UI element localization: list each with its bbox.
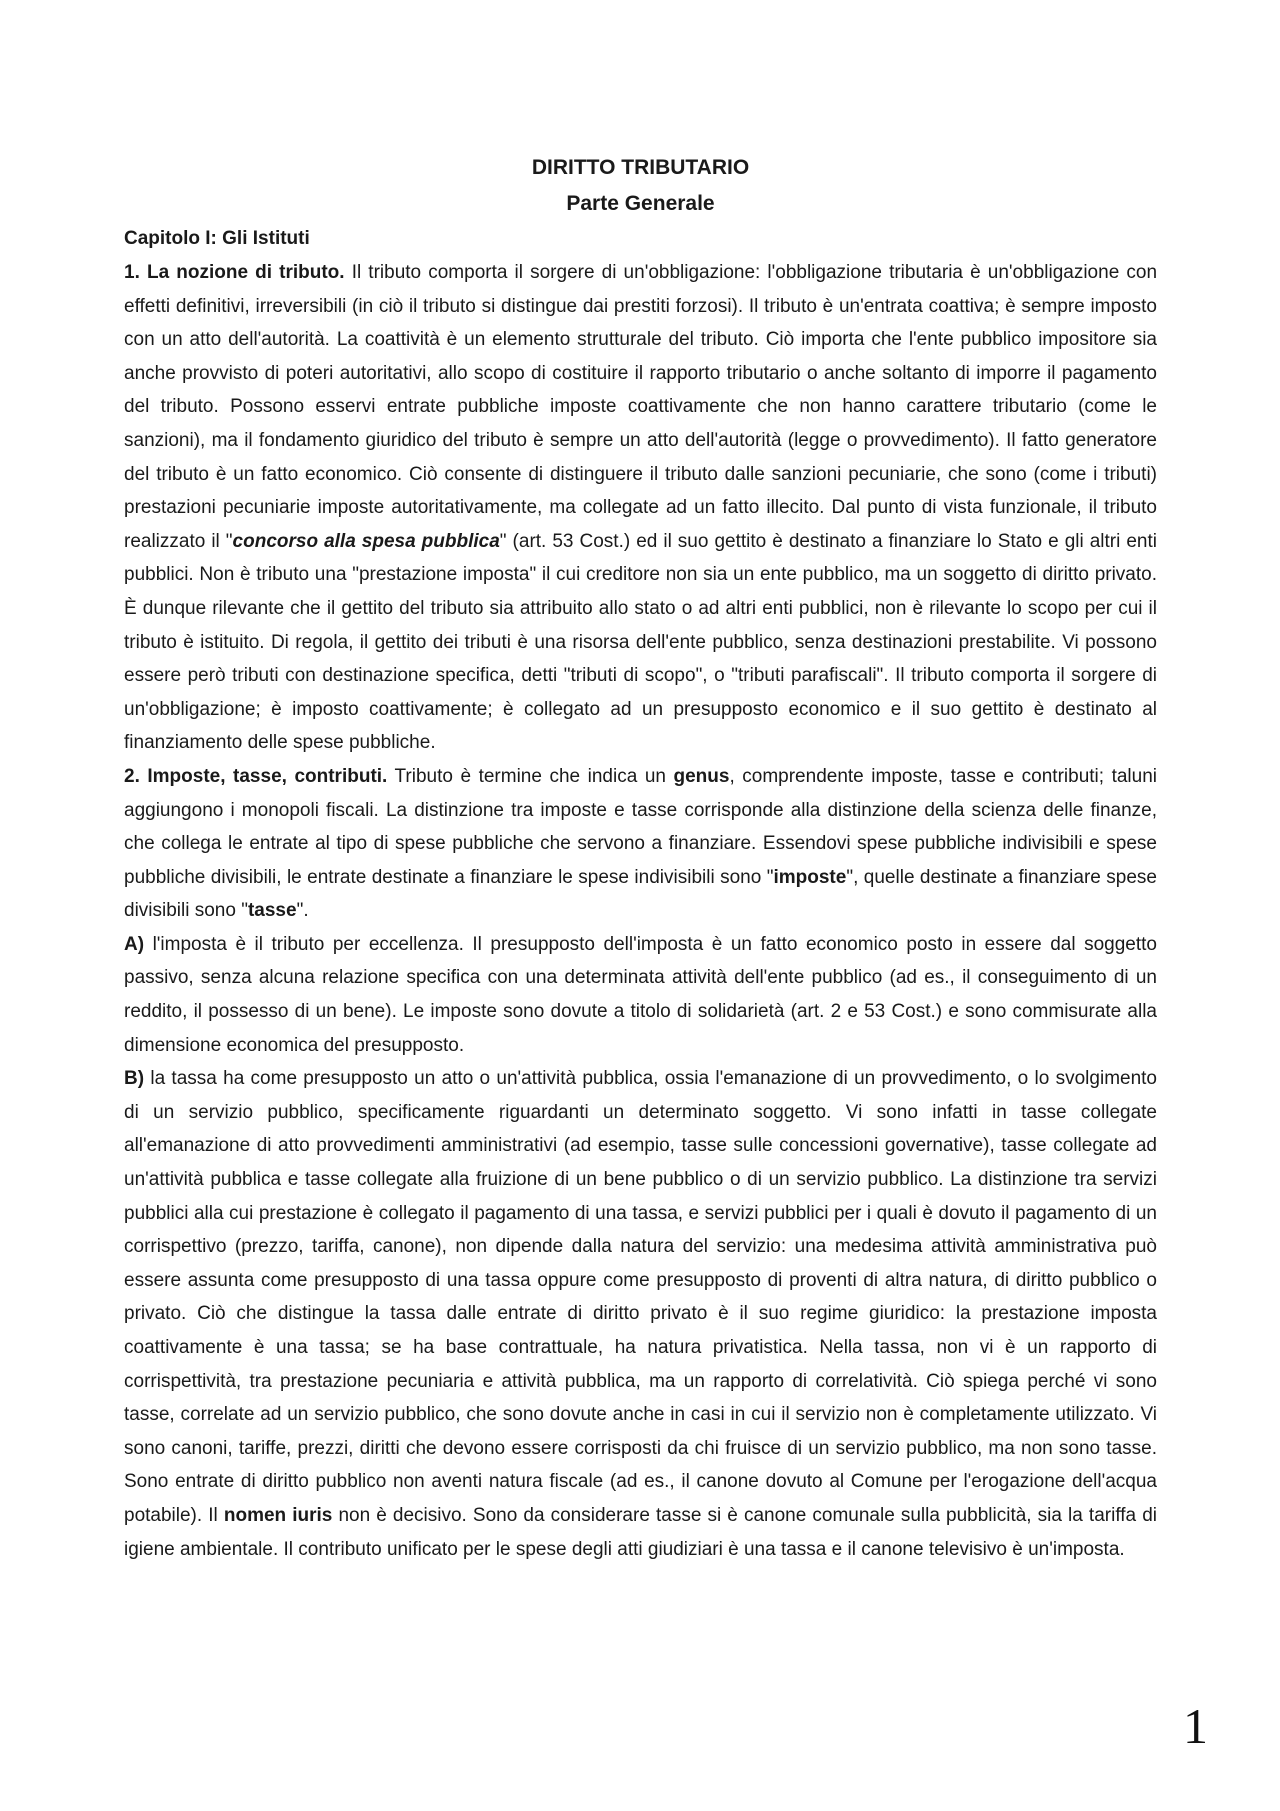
- section-2-text-d: ".: [296, 900, 309, 922]
- section-2-paragraph: [124, 760, 1157, 928]
- section-a-text: l'imposta è il tributo per eccellenza. Il presupposto dell'imposta è un fatto economico posto in essere dal soggetto passivo, senza alcuna relazione specifica con una determinata attività dell'ente pubblico (ad es., il conseguimento di un reddito, il possesso di un bene). Le imposte sono dovute a titolo di solidarietà (art. 2 e 53 Cost.) e sono commisurate alla dimensione economica del presupposto.: [124, 933, 1157, 1056]
- section-2-text-a: Tributo è termine che indica un: [387, 765, 674, 787]
- document-title: DIRITTO TRIBUTARIO: [531, 156, 750, 179]
- section-2-text-c: ", quelle destinate a finanziare spese divisibili sono ": [124, 866, 1157, 922]
- section-2-heading: 2. Imposte, tasse, contributi.: [124, 765, 388, 787]
- section-b-label: B): [124, 1068, 145, 1090]
- section-2-genus: genus: [673, 765, 730, 787]
- section-1-paragraph: [124, 256, 1157, 760]
- section-1-text-a: Il tributo comporta il sorgere di un'obbligazione: l'obbligazione tributaria è un'obbligazione con effetti definitivi, irreversibili (in ciò il tributo si distingue dai prestiti forzosi). Il tributo è un'entrata coattiva; è sempre imposto con un atto dell'autorità. La coattività è un elemento strutturale del tributo. Ciò importa che l'ente pubblico impositore sia anche provvisto di poteri autoritativi, allo scopo di costituire il rapporto tributario o anche soltanto di imporre il pagamento del tributo. Possono esservi entrate pubbliche imposte coattivamente che non hanno carattere tributario (come le sanzioni), ma il fondamento giuridico del tributo è sempre un atto dell'autorità (legge o provvedimento). Il fatto generatore del tributo è un fatto economico. Ciò consente di distinguere il tributo dalle sanzioni pecuniarie, che sono (come i tributi) prestazioni pecuniarie imposte autoritativamente, ma collegate ad un fatto illecito. Dal punto di vista funzionale, il tributo realizzato il ": [124, 262, 1158, 552]
- section-a-label: A): [124, 933, 145, 955]
- page-number: 1: [1183, 1698, 1208, 1754]
- section-b-nomen-iuris: nomen iuris: [223, 1504, 333, 1526]
- section-b-text-a: la tassa ha come presupposto un atto o un'attività pubblica, ossia l'emanazione di un provvedimento, o lo svolgimento di un servizio pubblico, specificamente riguardanti un determinato soggetto. Vi sono infatti in tasse collegate all'emanazione di atto provvedimenti amministrativi (ad esempio, tasse sulle concessioni governative), tasse collegate ad un'attività pubblica e tasse collegate alla fruizione di un bene pubblico o di un servizio pubblico. La distinzione tra servizi pubblici alla cui prestazione è collegato il pagamento di una tassa, e servizi pubblici per i quali è dovuto il pagamento di un corrispettivo (prezzo, tariffa, canone), non dipende dalla natura del servizio: una medesima attività amministrativa può essere assunta come presupposto di una tassa oppure come presupposto di proventi di altra natura, di diritto pubblico o privato. Ciò che distingue la tassa dalle entrate di diritto privato è il suo regime giuridico: la prestazione imposta coattivamente è una tassa; se ha base contrattuale, ha natura privatistica. Nella tassa, non vi è un rapporto di corrispettività, tra prestazione pecuniaria e attività pubblica, ma un rapporto di correlatività. Ciò spiega perché vi sono tasse, correlate ad un servizio pubblico, che sono dovute anche in casi in cui il servizio non è completamente utilizzato. Vi sono canoni, tariffe, prezzi, diritti che devono essere corrisposti da chi fruisce di un servizio pubblico, ma non sono tasse. Sono entrate di diritto pubblico non aventi natura fiscale (ad es., il canone dovuto al Comune per l'erogazione dell'acqua potabile). Il: [124, 1068, 1157, 1526]
- document-subtitle: Parte Generale: [566, 192, 715, 215]
- section-2-tasse: tasse: [247, 900, 297, 922]
- section-2-text-b: , comprendente imposte, tasse e contributi; taluni aggiungono i monopoli fiscali. La distinzione tra imposte e tasse corrisponde alla distinzione della scienza delle finanze, che collega le entrate al tipo di spese pubbliche che servono a finanziare. Essendovi spese pubbliche indivisibili e spese pubbliche divisibili, le entrate destinate a finanziare le spese indivisibili sono ": [124, 765, 1157, 888]
- section-b-paragraph: [124, 1062, 1157, 1566]
- section-a-paragraph: [124, 928, 1157, 1062]
- section-1-emphasis: concorso alla spesa pubblica: [232, 530, 500, 552]
- section-b-text-b: non è decisivo. Sono da considerare tasse si è canone comunale sulla pubblicità, sia la tariffa di igiene ambientale. Il contributo unificato per le spese degli atti giudiziari è una tassa e il canone televisivo è un'imposta.: [124, 1504, 1157, 1560]
- section-1-text-b: " (art. 53 Cost.) ed il suo gettito è destinato a finanziare lo Stato e gli altri enti pubblici. Non è tributo una "prestazione imposta" il cui creditore non sia un ente pubblico, ma un soggetto di diritto privato. È dunque rilevante che il gettito del tributo sia attribuito allo stato o ad altri enti pubblici, non è rilevante lo scopo per cui il tributo è istituito. Di regola, il gettito dei tributi è una risorsa dell'ente pubblico, senza destinazioni prestabilite. Vi possono essere però tributi con destinazione specifica, detti "tributi di scopo", o "tributi parafiscali". Il tributo comporta il sorgere di un'obbligazione; è imposto coattivamente; è collegato ad un presupposto economico e il suo gettito è destinato al finanziamento delle spese pubbliche.: [124, 530, 1157, 754]
- chapter-heading: Capitolo I: Gli Istituti: [124, 228, 310, 249]
- section-1-heading: 1. La nozione di tributo.: [124, 262, 345, 283]
- section-2-imposte: imposte: [773, 866, 847, 888]
- document-page: [124, 150, 1157, 1566]
